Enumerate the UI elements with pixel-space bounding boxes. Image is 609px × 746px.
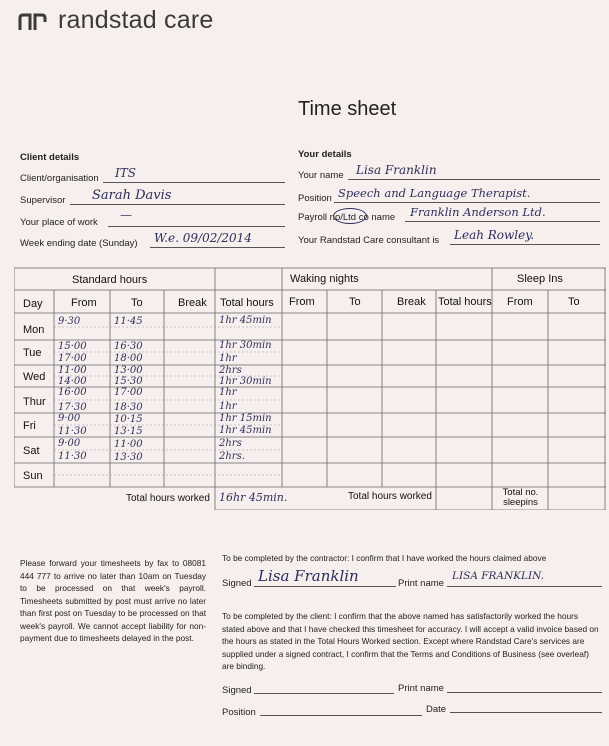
page-title: Time sheet	[298, 98, 397, 120]
tue-total-1[interactable]: 1hr 30min	[219, 340, 272, 351]
total-sleepins-label: Total no. sleepins	[502, 487, 539, 508]
contractor-signed-line	[254, 586, 396, 587]
wed-total-1[interactable]: 2hrs	[219, 365, 242, 376]
col-to: To	[131, 297, 143, 309]
supervisor-label: Supervisor	[20, 195, 66, 206]
supervisor-field[interactable]: Sarah Davis	[92, 188, 172, 203]
day-sat: Sat	[23, 445, 40, 457]
mon-to[interactable]: 11·45	[114, 316, 143, 327]
consultant-label: Your Randstad Care consultant is	[298, 235, 440, 246]
tue-to-2[interactable]: 18·00	[114, 353, 143, 364]
client-date-label: Date	[426, 704, 447, 715]
fri-total-1[interactable]: 1hr 15min	[219, 413, 272, 424]
payroll-line	[405, 221, 600, 222]
mon-total[interactable]: 1hr 45min	[219, 315, 272, 326]
wed-to-3[interactable]: 17·00	[114, 387, 143, 398]
client-position-line[interactable]	[260, 715, 422, 716]
day-thur: Thur	[23, 396, 46, 408]
client-print-name-line[interactable]	[447, 692, 602, 693]
client-organisation-field[interactable]: ITS	[115, 166, 136, 180]
waking-nights-header: Waking nights	[290, 273, 359, 285]
wed-from-1[interactable]: 11·00	[58, 365, 87, 376]
tue-from-1[interactable]: 15·00	[58, 341, 87, 352]
col-break: Break	[178, 297, 207, 309]
wed-to-2[interactable]: 15·30	[114, 376, 143, 387]
sat-total-2[interactable]: 2hrs.	[219, 451, 245, 462]
contractor-print-name-line	[447, 586, 602, 587]
randstad-care-logo	[18, 6, 213, 35]
day-mon: Mon	[23, 324, 45, 336]
client-details-heading: Client details	[20, 152, 80, 163]
fri-to-1[interactable]: 10·15	[114, 414, 143, 425]
col-sleep-from: From	[507, 296, 533, 308]
consultant-line	[450, 244, 600, 245]
ltd-circle-mark	[333, 208, 367, 224]
col-day: Day	[23, 298, 43, 310]
col-waking-to: To	[349, 296, 361, 308]
client-organisation-line	[103, 182, 285, 183]
contractor-signed-label: Signed	[222, 578, 252, 589]
tue-from-2[interactable]: 17·00	[58, 353, 87, 364]
total-hours-worked-value[interactable]: 16hr 45min.	[219, 491, 288, 504]
week-ending-label: Week ending date (Sunday)	[20, 238, 138, 249]
contractor-signature[interactable]: Lisa Franklin	[258, 567, 359, 585]
week-ending-field[interactable]: W.e. 09/02/2014	[154, 231, 252, 245]
standard-hours-header: Standard hours	[72, 274, 148, 286]
tue-to-1[interactable]: 16·30	[114, 341, 143, 352]
fri-total-2[interactable]: 1hr 45min	[219, 425, 272, 436]
timesheet-table	[14, 267, 606, 510]
col-waking-from: From	[289, 296, 315, 308]
contractor-statement: To be completed by the contractor: I confirm that I have worked the hours claimed above	[222, 553, 547, 563]
position-line	[334, 202, 600, 203]
waking-total-hours-label: Total hours worked	[348, 491, 432, 502]
fri-from-2[interactable]: 11·30	[58, 426, 87, 437]
wed-from-2[interactable]: 14·00	[58, 376, 87, 387]
day-fri: Fri	[23, 420, 36, 432]
col-waking-total-hours: Total hours	[438, 296, 492, 308]
col-waking-break: Break	[397, 296, 426, 308]
place-of-work-line	[108, 226, 285, 227]
client-signed-label: Signed	[222, 685, 252, 696]
sat-to-1[interactable]: 11·00	[114, 439, 143, 450]
position-label: Position	[298, 193, 332, 204]
sat-total-1[interactable]: 2hrs	[219, 438, 242, 449]
total-hours-worked-label: Total hours worked	[126, 493, 210, 504]
client-statement: To be completed by the client: I confirm that the above named has satisfactorily worked the hours stated above and that I have checked this timesheet for accuracy. I will accept a valid invoice based on the hours as stated in the Total Hours Worked section. Except where Randstad Care's services are supplied under a signed contract, I confirm that the Terms and Conditions of Business (see overleaf) are binding.	[222, 611, 599, 671]
week-ending-line	[150, 247, 285, 248]
client-print-name-label: Print name	[398, 683, 444, 694]
col-sleep-to: To	[568, 296, 580, 308]
your-details-heading: Your details	[298, 149, 352, 160]
position-field[interactable]: Speech and Language Therapist.	[338, 186, 531, 200]
contractor-print-name-label: Print name	[398, 578, 444, 589]
logo-text: randstad care	[58, 6, 214, 34]
client-date-line[interactable]	[450, 712, 602, 713]
client-position-label: Position	[222, 707, 256, 718]
your-name-line	[348, 179, 600, 180]
payroll-field[interactable]: Franklin Anderson Ltd.	[410, 205, 546, 219]
your-name-field[interactable]: Lisa Franklin	[356, 163, 437, 177]
sat-from-1[interactable]: 9·00	[58, 438, 81, 449]
sat-from-2[interactable]: 11·30	[58, 451, 87, 462]
client-organisation-label: Client/organisation	[20, 173, 99, 184]
place-of-work-field[interactable]: —	[120, 208, 132, 222]
thu-total[interactable]: 1hr	[219, 401, 237, 412]
wed-to-1[interactable]: 13·00	[114, 365, 143, 376]
client-signed-line[interactable]	[254, 693, 394, 694]
fri-from-1[interactable]: 9·00	[58, 413, 81, 424]
supervisor-line	[70, 204, 285, 205]
sleep-ins-header: Sleep Ins	[517, 273, 563, 285]
place-of-work-label: Your place of work	[20, 217, 98, 228]
mon-from[interactable]: 9·30	[58, 316, 81, 327]
payroll-label: Payroll no/Ltd co name	[298, 212, 396, 223]
thu-from[interactable]: 17·30	[58, 402, 87, 413]
day-sun: Sun	[23, 470, 43, 482]
consultant-field[interactable]: Leah Rowley.	[454, 228, 535, 242]
wed-total-2[interactable]: 1hr 30min	[219, 376, 272, 387]
your-name-label: Your name	[298, 170, 344, 181]
wed-from-3[interactable]: 16·00	[58, 387, 87, 398]
day-tue: Tue	[23, 347, 42, 359]
sat-to-2[interactable]: 13·30	[114, 452, 143, 463]
day-wed: Wed	[23, 371, 46, 383]
thu-to[interactable]: 18·30	[114, 402, 143, 413]
wed-total-3[interactable]: 1hr	[219, 387, 237, 398]
randstad-logo-icon	[18, 10, 48, 32]
tue-total-2[interactable]: 1hr	[219, 353, 237, 364]
col-total-hours: Total hours	[220, 297, 274, 309]
contractor-print-name[interactable]: LISA FRANKLIN.	[452, 570, 545, 582]
col-from: From	[71, 297, 97, 309]
fax-instructions: Please forward your timesheets by fax to 08081 444 777 to arrive no later than 10am on Tuesday to be processed on that week's payroll. Timesheets submitted by post must arrive no later than first post on Tuesday to be processed on that week's payroll. We cannot accept liability for non-payment due to timesheets delayed in the post.	[20, 558, 206, 643]
fri-to-2[interactable]: 13·15	[114, 426, 143, 437]
